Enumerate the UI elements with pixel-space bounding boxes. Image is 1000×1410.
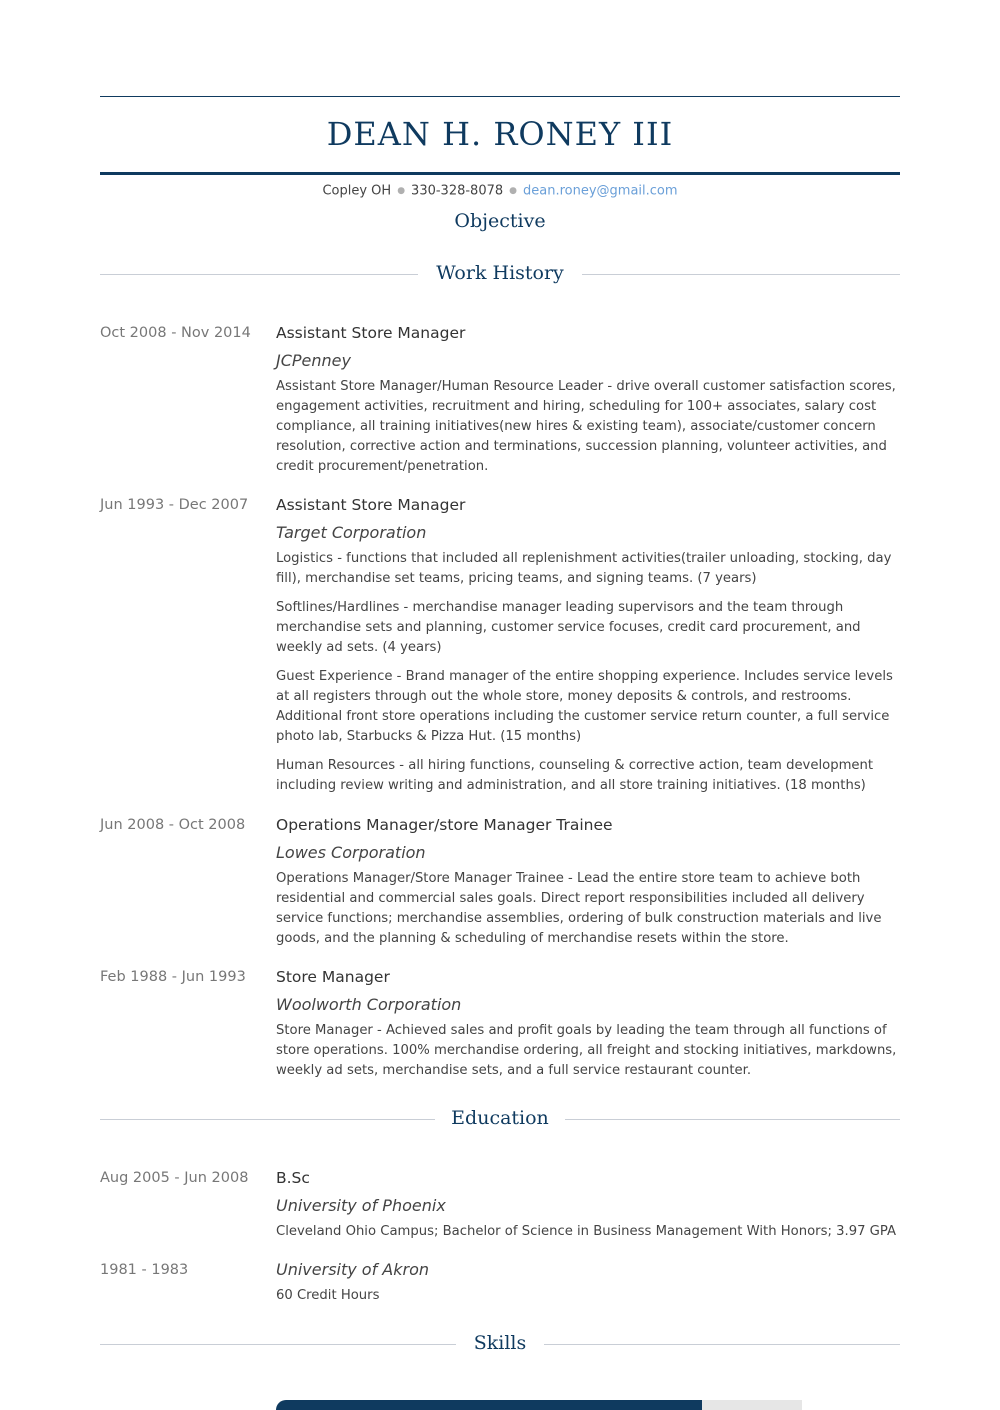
education-details: Cleveland Ohio Campus; Bachelor of Science in Business Management With Honors; 3.97 GPA <box>276 1224 897 1239</box>
job-description: Assistant Store Manager/Human Resource Leader - drive overall customer satisfaction scores, engagement activities, recruitment and hiring, scheduling for 100+ associates, salary cost compliance, all training initiatives(new hires & existing team), associate/customer concern resolution, corrective action and terminations, succession planning, volunteer activities, and credit procurement/penetration. <box>276 379 896 474</box>
company-name: Woolworth Corporation <box>276 995 462 1014</box>
entry-dates: Aug 2005 - Jun 2008 <box>100 1170 249 1186</box>
entry-dates: Oct 2008 - Nov 2014 <box>100 325 251 341</box>
education-details: 60 Credit Hours <box>276 1288 380 1303</box>
skills-heading <box>100 1328 900 1358</box>
section-title: Education <box>451 1107 549 1129</box>
work-history-heading <box>100 258 900 288</box>
objective-heading: Objective <box>454 210 546 232</box>
job-title: Store Manager <box>276 968 390 986</box>
job-title: Assistant Store Manager <box>276 496 466 514</box>
name-rule <box>100 172 900 175</box>
top-rule <box>100 96 900 97</box>
entry-dates: Jun 1993 - Dec 2007 <box>100 497 249 513</box>
job-description: Store Manager - Achieved sales and profit goals by leading the team through all functions of store operations. 100% merchandise ordering, all freight and stocking initiatives, markdowns, weekly ad sets, merchandise sets, and a full service restaurant counter. <box>276 1023 897 1078</box>
section-title: Work History <box>436 262 564 284</box>
education-heading <box>100 1103 900 1133</box>
entry-dates: Feb 1988 - Jun 1993 <box>100 969 246 985</box>
location: Copley OH <box>322 183 392 199</box>
company-name: Target Corporation <box>276 523 427 542</box>
section-title: Skills <box>473 1332 527 1354</box>
skill-bar-fill <box>276 1400 702 1410</box>
phone: 330-328-8078 <box>411 183 504 199</box>
resume-page <box>100 0 900 1410</box>
school-name: University of Phoenix <box>276 1196 446 1215</box>
separator-dot-icon: ● <box>509 186 517 196</box>
degree: B.Sc <box>276 1169 310 1187</box>
company-name: Lowes Corporation <box>276 843 426 862</box>
email-link[interactable]: dean.roney@gmail.com <box>523 183 678 199</box>
entry-dates: Jun 2008 - Oct 2008 <box>100 817 246 833</box>
job-title: Assistant Store Manager <box>276 324 466 342</box>
job-description: Human Resources - all hiring functions, counseling & corrective action, team development including review writing and administration, and all store training initiatives. (18 months) <box>276 758 874 793</box>
job-description: Logistics - functions that included all replenishment activities(trailer unloading, stocking, day fill), merchandise set teams, pricing teams, and signing teams. (7 years) <box>276 551 892 586</box>
school-name: University of Akron <box>276 1260 430 1279</box>
candidate-name: DEAN H. RONEY III <box>326 115 674 153</box>
job-description: Operations Manager/Store Manager Trainee - Lead the entire store team to achieve both residential and commercial sales goals. Direct report responsibilities included all delivery service functions; merchandise assemblies, ordering of bulk construction materials and live goods, and the planning & scheduling of merchandise resets within the store. <box>276 871 882 946</box>
job-description: Guest Experience - Brand manager of the entire shopping experience. Includes service levels at all registers through out the whole store, money deposits & controls, and restrooms. Additional front store operations including the customer service return counter, a full service photo lab, Starbucks & Pizza Hut. (15 months) <box>276 669 893 744</box>
job-description: Softlines/Hardlines - merchandise manager leading supervisors and the team through merchandise sets and planning, customer service focuses, credit card procurement, and weekly ad sets. (4 years) <box>276 600 861 655</box>
skill-level-bar <box>276 1400 802 1410</box>
company-name: JCPenney <box>276 351 351 370</box>
contact-line <box>100 182 900 201</box>
job-title: Operations Manager/store Manager Trainee <box>276 816 613 834</box>
separator-dot-icon: ● <box>397 186 406 196</box>
entry-dates: 1981 - 1983 <box>100 1262 189 1278</box>
